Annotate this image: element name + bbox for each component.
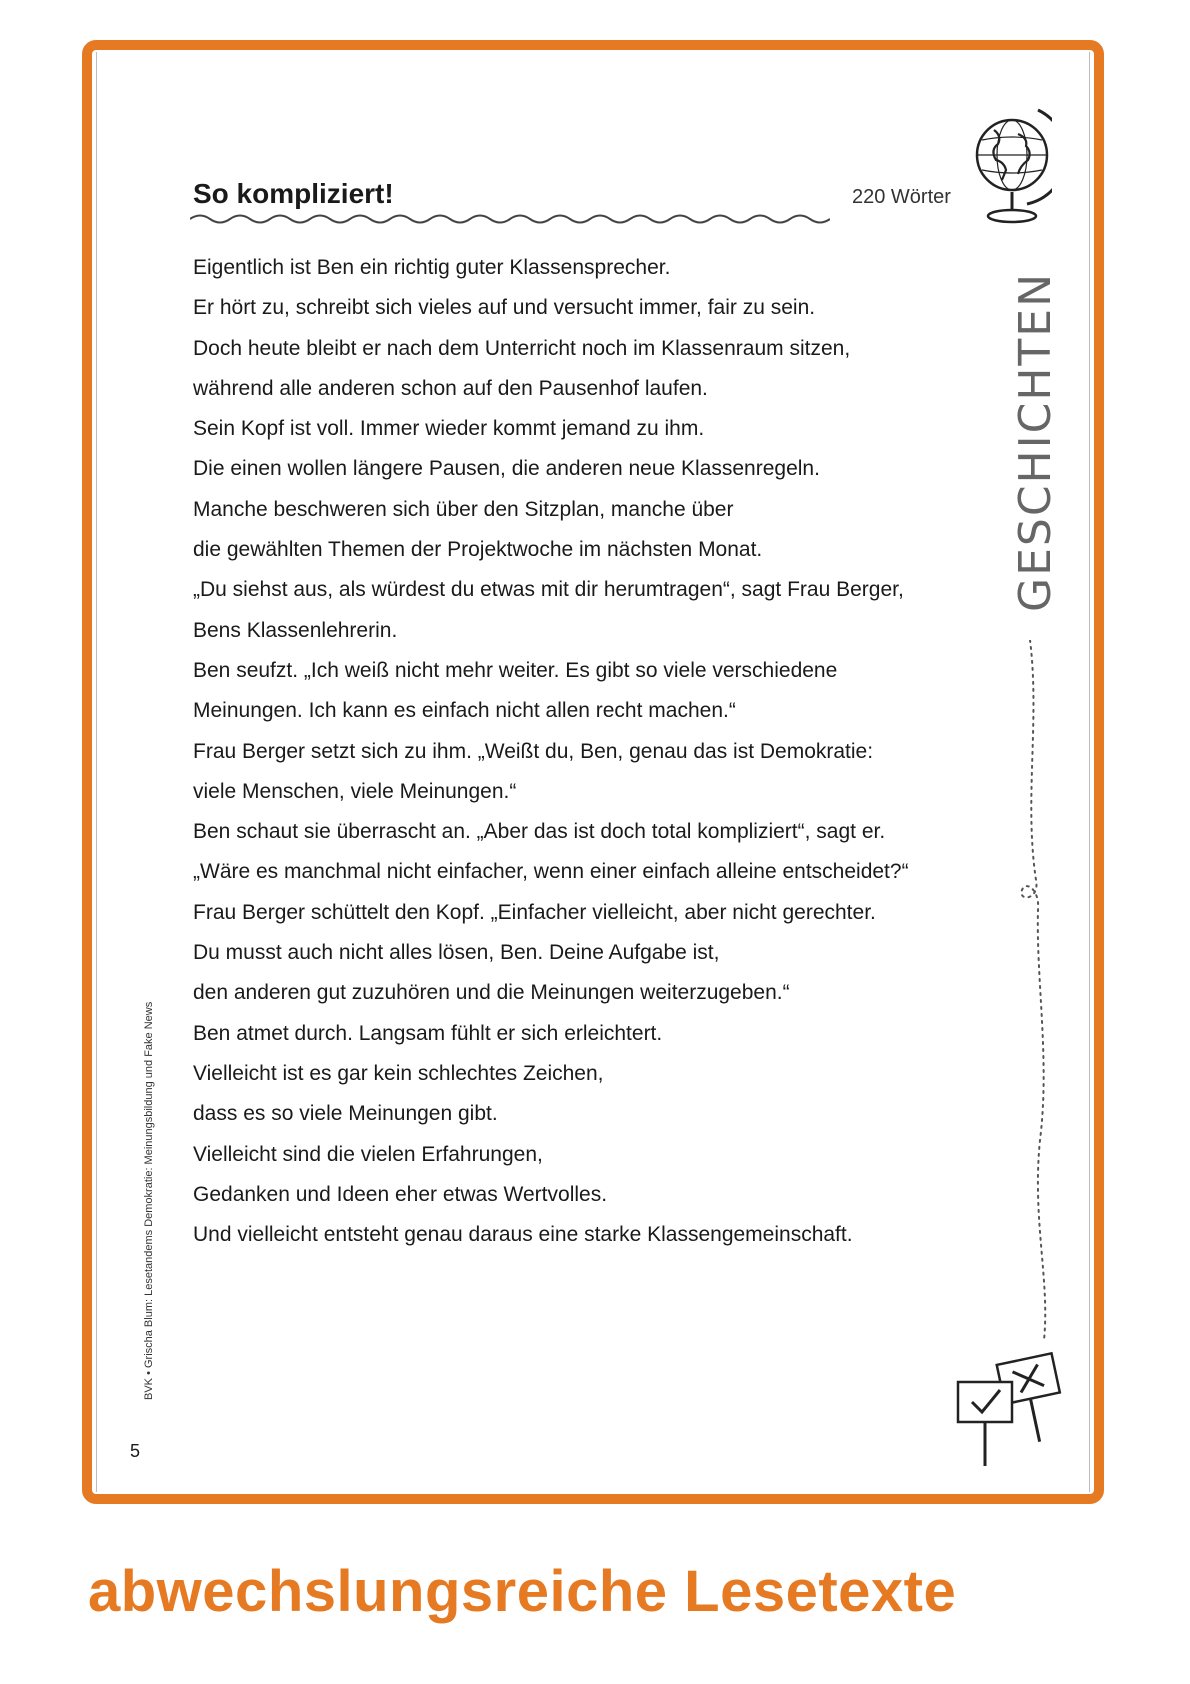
story-text bbox=[193, 248, 993, 1255]
section-label: GESCHICHTEN bbox=[1010, 271, 1061, 612]
story-line: Ben seufzt. „Ich weiß nicht mehr weiter. Es gibt so viele verschiedene bbox=[193, 658, 838, 682]
story-line: Und vielleicht entsteht genau daraus eine starke Klassengemeinschaft. bbox=[193, 1223, 853, 1247]
story-line: Vielleicht sind die vielen Erfahrungen, bbox=[193, 1142, 543, 1166]
word-count: 220 Wörter bbox=[852, 186, 951, 208]
story-line: Sein Kopf ist voll. Immer wieder kommt jemand zu ihm. bbox=[193, 417, 705, 441]
page-title: So kompliziert! bbox=[193, 178, 394, 209]
story-line: Doch heute bleibt er nach dem Unterricht noch im Klassenraum sitzen, bbox=[193, 336, 851, 360]
story-line: Ben schaut sie überrascht an. „Aber das ist doch total kompliziert“, sagt er. bbox=[193, 820, 886, 844]
dotted-path bbox=[1010, 640, 1070, 1360]
story-line: die gewählten Themen der Projektwoche im nächsten Monat. bbox=[193, 538, 763, 562]
story-line: viele Menschen, viele Meinungen.“ bbox=[193, 779, 517, 803]
story-line: Frau Berger schüttelt den Kopf. „Einfacher vielleicht, aber nicht gerechter. bbox=[193, 900, 876, 924]
story-line: den anderen gut zuzuhören und die Meinungen weiterzugeben.“ bbox=[193, 981, 790, 1005]
story-line: dass es so viele Meinungen gibt. bbox=[193, 1102, 498, 1126]
story-line: Meinungen. Ich kann es einfach nicht allen recht machen.“ bbox=[193, 699, 736, 723]
banner-caption: abwechslungsreiche Lesetexte bbox=[88, 1559, 957, 1624]
credit-line: BVK • Grischa Blum: Lesetandems Demokratie: Meinungsbildung und Fake News bbox=[143, 1001, 155, 1400]
story-line: Du musst auch nicht alles lösen, Ben. Deine Aufgabe ist, bbox=[193, 941, 720, 965]
story-line: „Du siehst aus, als würdest du etwas mit dir herumtragen“, sagt Frau Berger, bbox=[193, 578, 904, 602]
story-line: Gedanken und Ideen eher etwas Wertvolles. bbox=[193, 1182, 608, 1206]
page-number: 5 bbox=[130, 1441, 141, 1461]
story-line: „Wäre es manchmal nicht einfacher, wenn einer einfach alleine entscheidet?“ bbox=[193, 860, 909, 884]
story-line: Ben atmet durch. Langsam fühlt er sich erleichtert. bbox=[193, 1021, 663, 1045]
vote-signs-icon bbox=[950, 1340, 1070, 1470]
story-line: während alle anderen schon auf den Pausenhof laufen. bbox=[193, 376, 708, 400]
story-line: Bens Klassenlehrerin. bbox=[193, 618, 398, 642]
wavy-underline bbox=[190, 212, 830, 226]
story-line: Frau Berger setzt sich zu ihm. „Weißt du, Ben, genau das ist Demokratie: bbox=[193, 739, 874, 763]
story-line: Manche beschweren sich über den Sitzplan, manche über bbox=[193, 497, 734, 521]
story-line: Eigentlich ist Ben ein richtig guter Klassensprecher. bbox=[193, 256, 671, 279]
globe-icon bbox=[972, 100, 1052, 230]
story-line: Er hört zu, schreibt sich vieles auf und versucht immer, fair zu sein. bbox=[193, 296, 816, 320]
story-line: Die einen wollen längere Pausen, die anderen neue Klassenregeln. bbox=[193, 457, 820, 481]
story-line: Vielleicht ist es gar kein schlechtes Zeichen, bbox=[193, 1061, 604, 1085]
